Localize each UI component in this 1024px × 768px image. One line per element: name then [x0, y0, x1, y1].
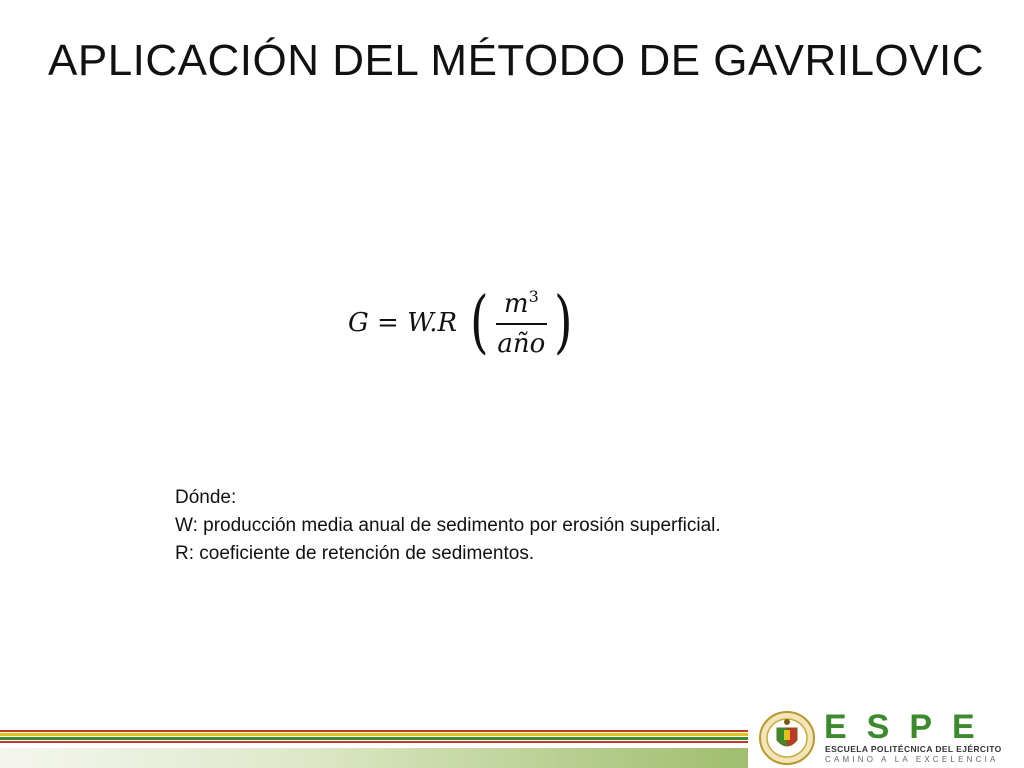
formula-close-paren: )	[553, 283, 573, 362]
formula-units-fraction	[496, 287, 547, 359]
espe-brand-text: ESPE	[824, 708, 995, 746]
formula-exponent: 3	[528, 287, 539, 306]
formula-numerator	[496, 287, 547, 325]
footer-gradient-band	[0, 748, 748, 768]
description-r: R: coeficiente de retención de sedimentos.	[175, 543, 535, 564]
footer-red-line-2	[0, 741, 748, 743]
footer-stripe-lines	[0, 730, 748, 744]
formula-description	[175, 484, 721, 568]
footer-red-line	[0, 730, 748, 732]
footer-green-line	[0, 737, 748, 740]
espe-logo	[752, 706, 1024, 768]
gavrilovic-formula	[348, 278, 577, 368]
espe-motto: CAMINO A LA EXCELENCIA	[825, 755, 999, 764]
formula-denominator: año	[497, 329, 546, 359]
espe-institution-name: ESCUELA POLITÉCNICA DEL EJÉRCITO	[825, 744, 1002, 754]
university-seal-icon	[758, 710, 816, 766]
formula-numerator-base: m	[503, 289, 529, 319]
formula-open-paren: (	[470, 283, 489, 362]
description-w: W: producción media anual de sedimento por erosión superficial.	[175, 515, 721, 536]
description-heading: Dónde:	[175, 487, 237, 508]
footer-yellow-line	[0, 733, 748, 736]
formula-lhs: G = W.R	[348, 308, 466, 338]
slide-title: APLICACIÓN DEL MÉTODO DE GAVRILOVIC	[48, 36, 984, 85]
